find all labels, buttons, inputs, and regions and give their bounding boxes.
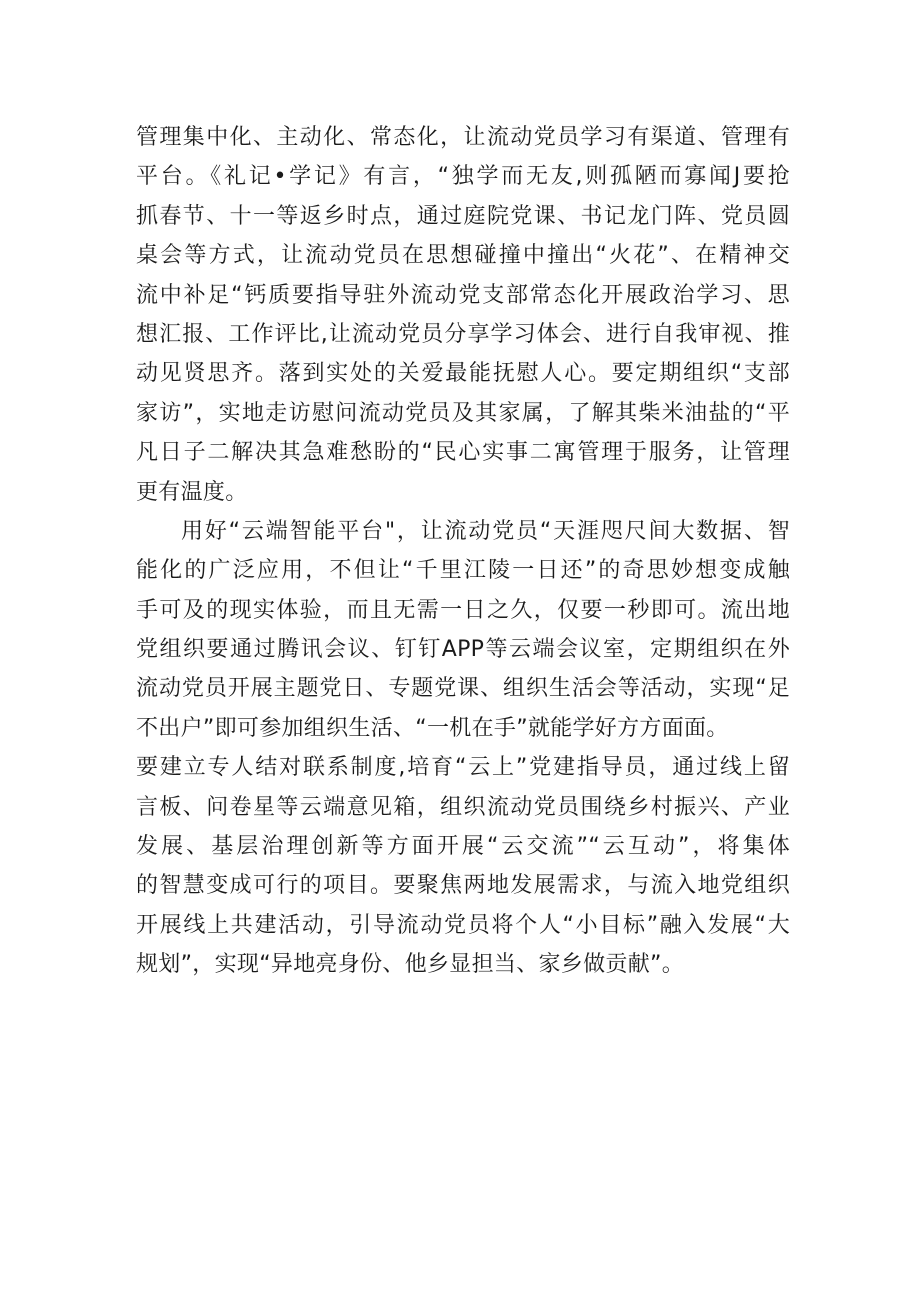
text-line: 想汇报、工作评比,让流动党员分享学习体会、进行自我审视、推: [136, 321, 790, 347]
text-line: 平台。《礼记•学记》有言，“独学而无友,则孤陋而寡闻J要抢: [136, 164, 790, 190]
text-line: 流动党员开展主题党日、专题党课、组织生活会等活动，实现“足: [136, 676, 790, 702]
text-line: 发展、基层治理创新等方面开展“云交流”“云互动”，将集体: [136, 834, 790, 860]
text-line: 更有温度。: [136, 479, 248, 505]
text-line: 用好“云端智能平台"，让流动党员“天涯咫尺间大数据、智: [181, 518, 790, 544]
text-line: 规划”，实现“异地亮身份、他乡显担当、家乡做贡献”。: [136, 952, 684, 978]
text-line: 言板、问卷星等云端意见箱，组织流动党员围绕乡村振兴、产业: [136, 794, 790, 820]
text-line: 不出户”即可参加组织生活、“一机在手”就能学好方方面面。: [136, 715, 729, 741]
text-line: 动见贤思齐。落到实处的关爱最能抚慰人心。要定期组织“支部: [136, 361, 790, 387]
text-line: 管理集中化、主动化、常态化，让流动党员学习有渠道、管理有: [136, 125, 790, 150]
text-line: 党组织要通过腾讯会议、钉钉APP等云端会议室，定期组织在外: [136, 637, 790, 663]
text-line: 抓春节、十一等返乡时点，通过庭院党课、书记龙门阵、党员圆: [136, 203, 790, 229]
paragraph-2: [136, 512, 790, 985]
body-text: [136, 118, 790, 985]
text-line: 能化的广泛应用，不但让“千里江陵一日还”的奇思妙想变成触: [136, 558, 790, 584]
text-line: 的智慧变成可行的项目。要聚焦两地发展需求，与流入地党组织: [136, 873, 790, 899]
text-line: 流中补足“钙质要指导驻外流动党支部常态化开展政治学习、思: [136, 282, 790, 308]
text-line: 桌会等方式，让流动党员在思想碰撞中撞出“火花”、在精神交: [136, 243, 790, 269]
text-line: 凡日子二解决其急难愁盼的“民心实事二寓管理于服务，让管理: [136, 440, 790, 466]
text-line: 开展线上共建活动，引导流动党员将个人“小目标”融入发展“大: [136, 912, 790, 938]
text-line: 家访”，实地走访慰问流动党员及其家属，了解其柴米油盐的“平: [136, 400, 790, 426]
text-line: 手可及的现实体验，而且无需一日之久，仅要一秒即可。流出地: [136, 597, 790, 623]
paragraph-1: [136, 118, 790, 512]
text-line: 要建立专人结对联系制度,培育“云上”党建指导员，通过线上留: [136, 755, 790, 781]
